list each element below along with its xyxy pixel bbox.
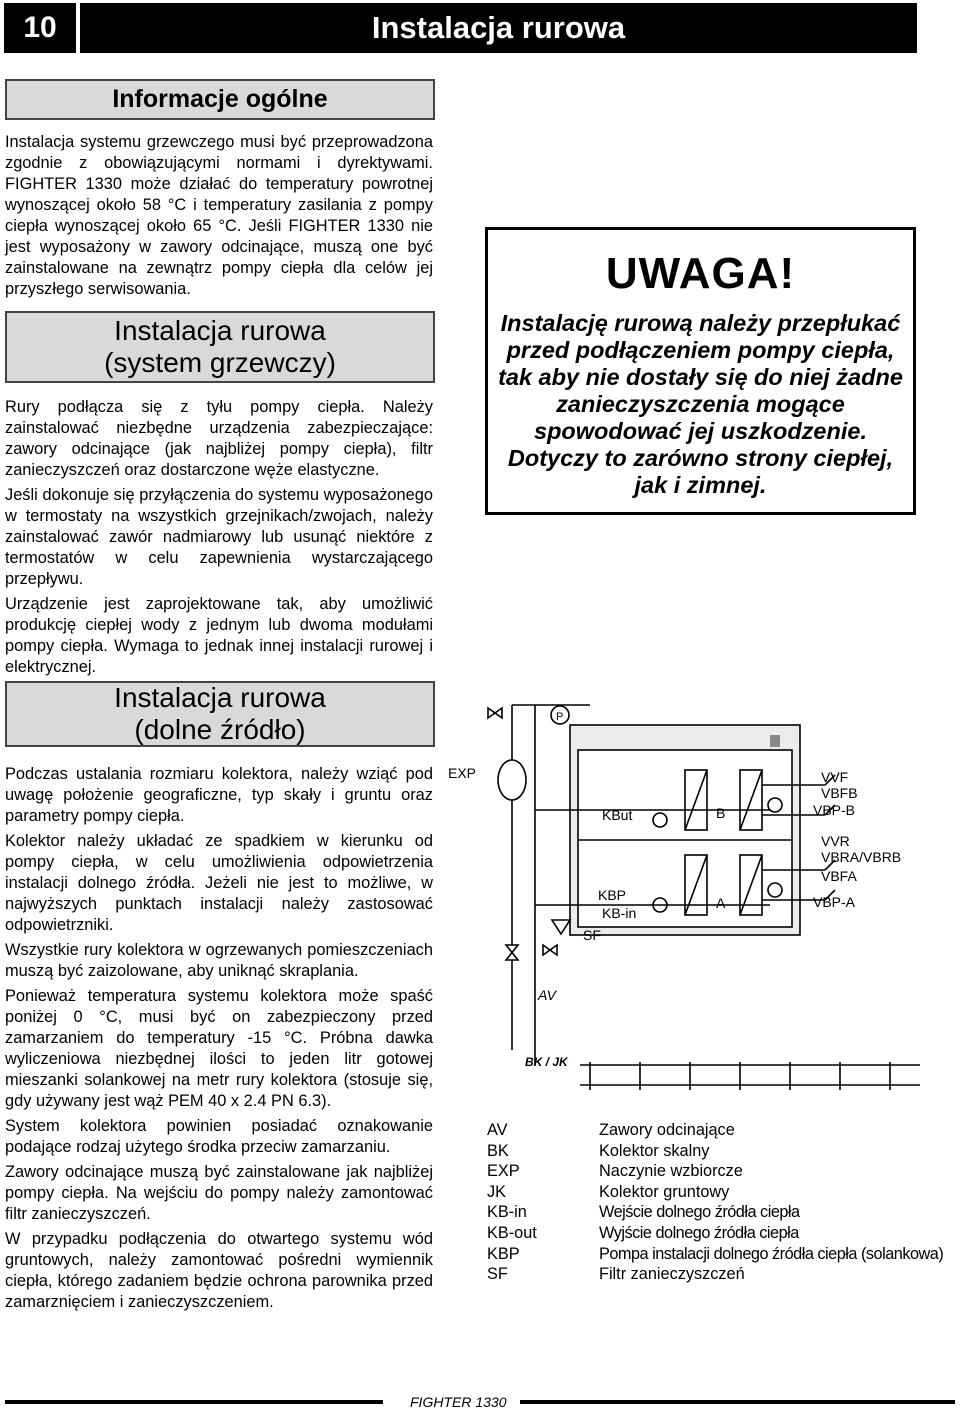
label-a: A xyxy=(716,895,726,911)
label-vbfb: VBFB xyxy=(821,785,858,801)
label-vbpb: VBP-B xyxy=(813,802,856,818)
label-vbpa: VBP-A xyxy=(813,894,856,910)
legend-item: KB-out Wyjście dolnego źródła ciepła xyxy=(487,1223,799,1242)
footer-rule-left xyxy=(5,1400,383,1404)
legend-item: BK Kolektor skalny xyxy=(487,1141,710,1160)
legend-item: AV Zawory odcinające xyxy=(487,1121,735,1139)
footer-rule-right xyxy=(520,1400,955,1404)
label-bk-jk: BK / JK xyxy=(525,1055,568,1069)
legend-item: EXP Naczynie wzbiorcze xyxy=(487,1162,743,1181)
page-title: Instalacja rurowa xyxy=(80,3,917,53)
general-info-text: Instalacja systemu grzewczego musi być przeprowadzona zgodnie z obowiązującymi normami i dyrektywami. FIGHTER 1330 może działać do temperatury powrotnej wynoszącej około 58 °C i temperatury zasilania z pompy ciepła wynoszącej około 65 °C. Jeśli FIGHTER 1330 nie jest wyposażony w zawory odcinające, muszą one być zainstalowane na zewnątrz pompy ciepła dla celów jej przyszłego serwisowania. xyxy=(5,133,433,298)
section-heading-ground-source: Instalacja rurowa (dolne źródło) xyxy=(5,681,435,747)
warning-text: Instalację rurową należy przepłukać przed podłączeniem pompy ciepła, tak aby nie dostały się do niej żadne zanieczyszczenia mogące spowodować jej uszkodzenie. Dotyczy to zarówno strony ciepłej, jak i zimnej. xyxy=(498,310,903,498)
label-b: B xyxy=(716,805,726,821)
diagram-legend xyxy=(487,1120,943,1285)
legend-item: JK Kolektor gruntowy xyxy=(487,1182,730,1201)
label-vvr: VVR xyxy=(821,833,850,849)
footer-model: FIGHTER 1330 xyxy=(410,1394,507,1410)
legend-item: KB-in Wejście dolnego źródła ciepła xyxy=(487,1203,800,1222)
label-kbut: KBut xyxy=(602,807,633,823)
label-av: AV xyxy=(538,987,556,1003)
warning-title: UWAGA! xyxy=(605,249,796,298)
page-number: 10 xyxy=(4,3,76,53)
section-heading-heating: Instalacja rurowa (system grzewczy) xyxy=(5,311,435,383)
warning-box xyxy=(485,227,916,515)
collector-valves xyxy=(590,1062,890,1090)
label-kbin: KB-in xyxy=(602,905,637,921)
ground-source-text: Podczas ustalania rozmiaru kolektora, należy wziąć pod uwagę położenie geograficzne, typ skały i gruntu oraz parametry pompy ciepła. Kolektor należy układać ze spadkiem w kierunku od pompy ciepła, w celu umożliwienia odpowietrzenia instalacji dolnego źródła. Jeżeli nie jest to możliwe, w najwyższych punktach instalacji należy zastosować odpowietrzniki. Wszystkie rury kolektora w ogrzewanych pomieszczeniach muszą być zaizolowane, aby uniknąć skraplania. Ponieważ temperatura systemu kolektora może spaść poniżej 0 °C, musi być on zabezpieczony przed zamarzaniem do temperatury -15 °C. Próbna dawka wyliczeniowa niezbędnej ilości to jeden litr gotowej mieszanki solankowej na metr rury kolektora (stosuje się, gdy używany jest wąż PEM 40 x 2.4 PN 6.3). System kolektora powinien posiadać oznakowanie podające rodzaj użytego środka przeciw zamarzaniu. Zawory odcinające muszą być zainstalowane jak najbliżej pompy ciepła. Na wejściu do pompy należy zamontować filtr zanieczyszczeń. W przypadku podłączenia do otwartego systemu wód gruntowych, należy zamontować pośredni wymiennik ciepła, którego zadaniem będzie ochrona parownika przed zamarznięciem i zanieczyszczeniem. xyxy=(5,765,433,1311)
label-vbra-vbrb: VBRA/VBRB xyxy=(821,849,902,865)
label-kbp: KBP xyxy=(598,887,627,903)
heating-system-text: Rury podłącza się z tyłu pompy ciepła. Należy zainstalować niezbędne urządzenia zabezpieczające: zawory odcinające (jak najbliżej pompy ciepła), filtr zanieczyszczeń oraz dostarczone węże elastyczne. Jeśli dokonuje się przyłączenia do systemu wyposażonego w termostaty na wszystkich grzejnikach/zwojach, należy zainstalować zawór nadmiarowy lub usunąć niektóre z termostatów w celu zapewnienia wystarczającego przepływu. Urządzenie jest zaprojektowane tak, aby umożliwić produkcję ciepłej wody z jednym lub dwoma modułami pompy ciepła. Wymaga to jednak innej instalacji rurowej i elektrycznej. xyxy=(5,398,433,676)
piping-diagram xyxy=(440,690,960,1100)
legend-item: SF Filtr zanieczyszczeń xyxy=(487,1265,745,1284)
label-vbfa: VBFA xyxy=(821,868,857,884)
section-heading-general: Informacje ogólne xyxy=(5,79,435,120)
expansion-vessel-icon xyxy=(498,760,526,800)
label-vvf: VVF xyxy=(821,769,849,785)
legend-item: KBP Pompa instalacji dolnego źródła ciepła (solankowa) xyxy=(487,1244,944,1263)
label-sf: SF xyxy=(583,927,601,943)
label-exp: EXP xyxy=(448,765,477,781)
label-p: P xyxy=(556,711,564,723)
